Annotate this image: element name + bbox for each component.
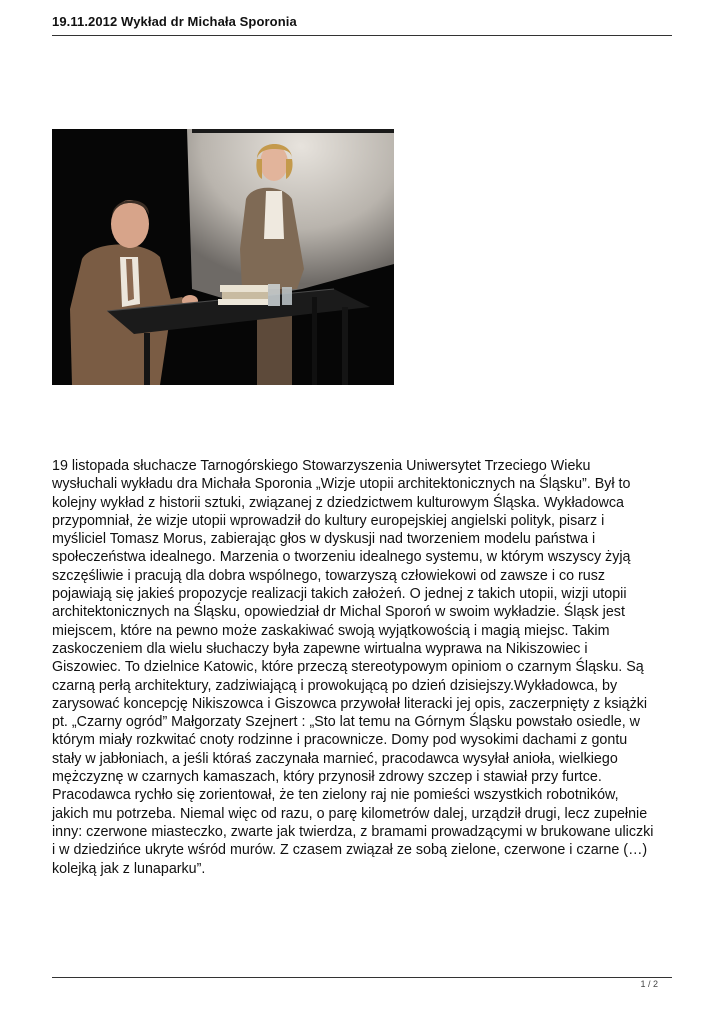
water-glasses xyxy=(268,284,292,306)
stage-top-edge xyxy=(192,129,394,133)
article-line: którym miały rozkwitać cnoty rodzinne i pracownicze. Domy pod wysokimi dachami z gontu xyxy=(52,732,628,749)
article-line: czarną perłą architektury, zadziwiającą i prowokującą po dzień dzisiejszy.Wykładowca, by xyxy=(52,677,618,694)
article-line: 19 listopada słuchacze Tarnogórskiego Stowarzyszenia Uniwersytet Trzeciego Wieku xyxy=(52,458,591,474)
article-line: Pracodawca rychło się zorientował, że ten zielony raj nie pomieści wszystkich robotników, xyxy=(52,787,619,804)
article-line: architektonicznych na Śląsku, opowiedział dr Michal Sporoń w swoim wykładzie. Śląsk jest xyxy=(52,604,625,621)
footer-divider xyxy=(52,977,672,978)
article-line: inny: czerwone miasteczko, zwarte jak twierdza, z bramami prowadzącymi w brukowane uliczki xyxy=(52,823,654,840)
article-line: kolejny wykład z historii sztuki, związanej z dziedzictwem kulturowym Śląska. Wykładowca xyxy=(52,494,624,511)
article-line: miejscem, które na pewno może zaskakiwać swoją wyjątkowością i magią miejsc. Takim xyxy=(52,622,610,639)
article-line: myśliciel Tomasz Morus, zabierając głos w dyskusji nad tworzeniem modelu państwa i xyxy=(52,531,596,548)
article-line: zarysować koncepcję Nikiszowca i Giszowca przywołał literacki jej opis, zaczerpnięty z książki xyxy=(52,695,648,712)
article-line: pojawiają się jakieś propozycje realizacji takich założeń. O jednej z takich utopii, wizji utopii xyxy=(52,586,627,603)
page-title: 19.11.2012 Wykład dr Michała Sporonia xyxy=(52,14,297,29)
article-line: stały w jabłoniach, a jeśli któraś zaczynała marnieć, pracodawca wysyłał anioła, wielkiego xyxy=(52,750,618,767)
books-on-table xyxy=(218,285,268,305)
article-line: zaskoczeniem dla wielu słuchaczy była zapewne wirtualna wyprawa na Nikiszowiec i xyxy=(52,640,588,657)
article-line: wysłuchali wykładu dra Michała Sporonia „Wizje utopii architektonicznych na Śląsku”. Był to xyxy=(52,476,631,493)
article-line: mężczyznę w czarnych kamaszach, który przynosił zdrowy szczep i stawiał przy furtce. xyxy=(52,769,602,786)
article-line: pt. „Czarny ogród” Małgorzaty Szejnert : „Sto lat temu na Górnym Śląsku powstało osiedle, w xyxy=(52,714,641,731)
article-line: przypomniał, że wizje utopii wprowadził do kultury europejskiej angielski polityk, pisarz i xyxy=(52,512,605,529)
article-line: szczęśliwie i pracują dla dobra wspólnego, towarzyszą człowiekowi od zawsze i co rusz xyxy=(52,567,606,584)
article-body xyxy=(52,457,672,878)
page-number: 1 / 2 xyxy=(640,979,658,989)
article-line: społeczeństwa idealnego. Marzenia o tworzeniu idealnego systemu, w którym wszyscy żyją xyxy=(52,549,631,566)
article-line: jakich mu potrzeba. Niemal więc od razu, o parę kilometrów dalej, urządził drugi, lecz zupełnie xyxy=(52,805,648,822)
article-line: kolejką jak z lunaparku”. xyxy=(52,860,206,877)
header-divider xyxy=(52,35,672,36)
lecture-photo xyxy=(52,129,394,385)
article-line: Giszowiec. To dzielnice Katowic, które przeczą stereotypowym opiniom o czarnym Śląsku. Są xyxy=(52,659,644,676)
article-line: i w dziedzińce ukryte wśród murów. Z czasem związał ze sobą zielone, czerwone i czarne (…) xyxy=(52,842,648,859)
